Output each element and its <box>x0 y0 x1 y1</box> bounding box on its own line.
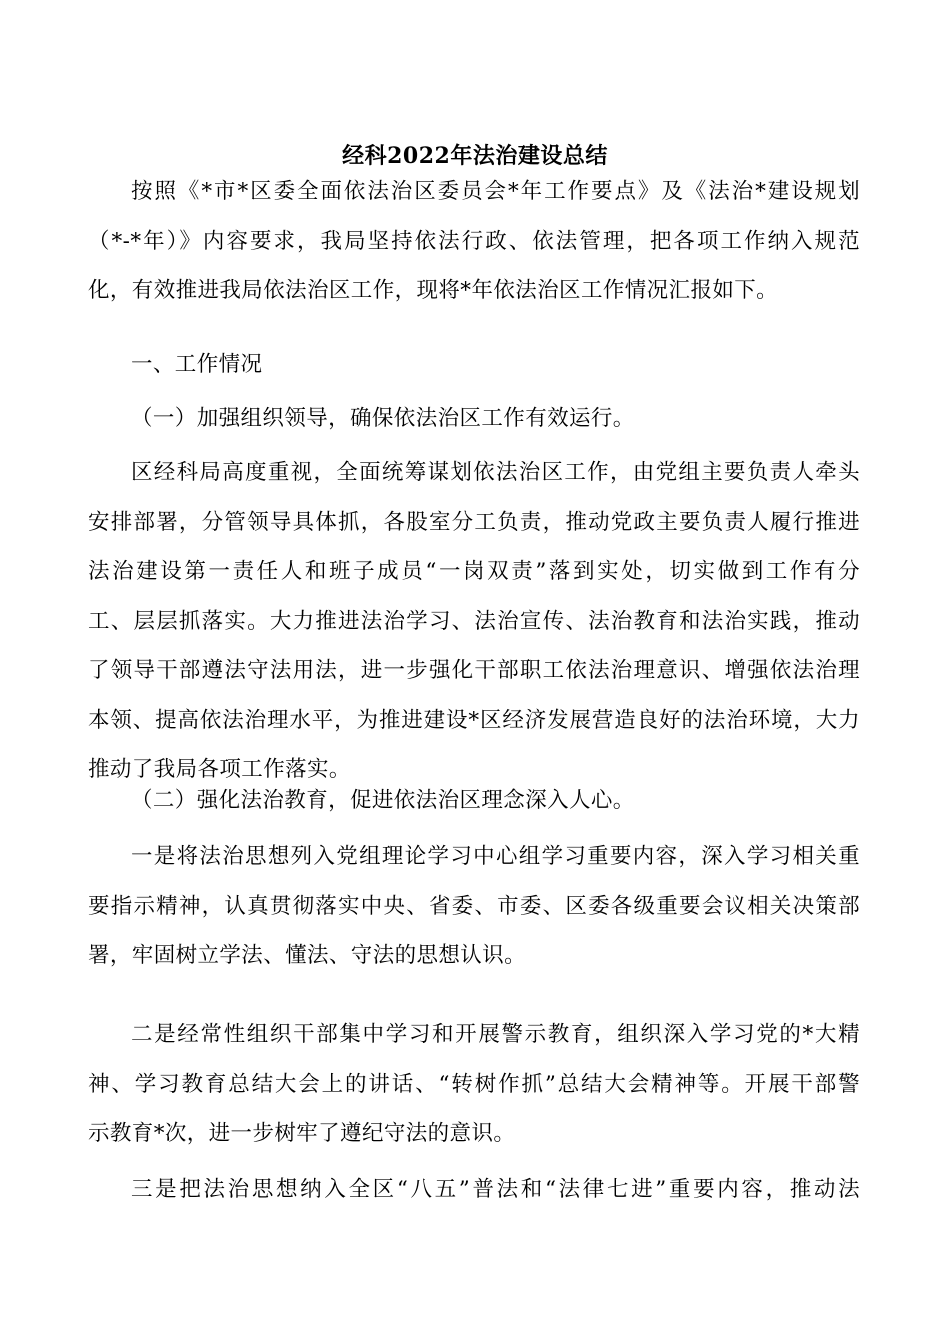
section-heading-text: 一、工作情况 <box>131 352 263 377</box>
text-line: 神、学习教育总结大会上的讲话、“转树作抓”总结大会精神等。开展干部警 <box>88 1071 860 1097</box>
text-line: 示教育*次，进一步树牢了遵纪守法的意识。 <box>88 1121 516 1146</box>
subsection-heading <box>88 776 860 826</box>
subsection-heading-text: （二）强化法治教育，促进依法治区理念深入人心。 <box>131 788 635 813</box>
document-title: 经科2022年法治建设总结 <box>342 143 608 169</box>
body-paragraph <box>88 832 860 981</box>
text-line: 法治建设第一责任人和班子成员“一岗双责”落到实处，切实做到工作有分 <box>88 559 860 584</box>
subsection-heading <box>88 394 860 444</box>
text-line: 要指示精神，认真贯彻落实中央、省委、市委、区委各级重要会议相关决策部 <box>88 893 860 919</box>
text-line: 区经科局高度重视，全面统筹谋划依法治区工作，由党组主要负责人牵头 <box>131 460 860 485</box>
text-line: 按照《*市*区委全面依法治区委员会*年工作要点》及《法治*建设规划 <box>131 179 860 204</box>
text-line: 工、层层抓落实。大力推进法治学习、法治宣传、法治教育和法治实践，推动 <box>88 608 860 634</box>
subsection-heading-text: （一）加强组织领导，确保依法治区工作有效运行。 <box>131 406 635 431</box>
body-paragraph <box>88 1165 860 1215</box>
text-line: 一是将法治思想列入党组理论学习中心组学习重要内容，深入学习相关重 <box>131 844 860 869</box>
section-heading <box>88 340 860 390</box>
text-line: 二是经常性组织干部集中学习和开展警示教育，组织深入学习党的*大精 <box>131 1022 860 1047</box>
body-paragraph <box>88 448 860 795</box>
text-line: 安排部署，分管领导具体抓，各股室分工负责，推动党政主要负责人履行推进 <box>88 509 860 535</box>
text-line: 了领导干部遵法守法用法，进一步强化干部职工依法治理意识、增强依法治理 <box>88 658 860 683</box>
text-line: 化，有效推进我局依法治区工作，现将*年依法治区工作情况汇报如下。 <box>88 278 779 303</box>
text-line: 署，牢固树立学法、懂法、守法的思想认识。 <box>88 943 527 968</box>
text-line: （*-*年）》内容要求，我局坚持依法行政、依法管理，把各项工作纳入规范 <box>88 228 860 254</box>
text-line: 本领、提高依法治理水平，为推进建设*区经济发展营造良好的法治环境，大力 <box>88 707 860 733</box>
text-line: 三是把法治思想纳入全区“八五”普法和“法律七进”重要内容，推动法 <box>131 1177 860 1202</box>
intro-paragraph <box>88 167 860 316</box>
text-line: 推动了我局各项工作落实。 <box>88 757 351 782</box>
body-paragraph <box>88 1010 860 1159</box>
